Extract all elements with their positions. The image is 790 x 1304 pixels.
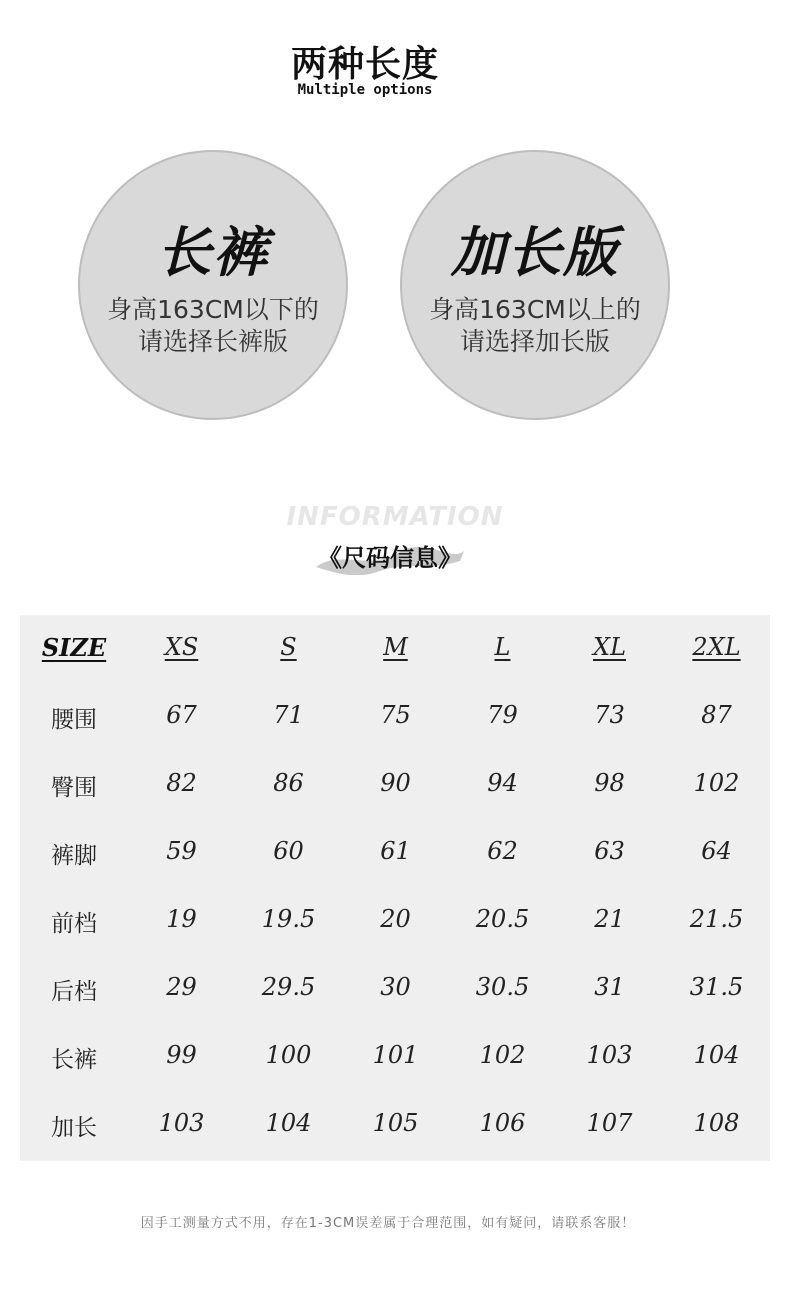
table-cell: 19	[166, 905, 197, 933]
size-column-header: M	[383, 633, 408, 661]
table-cell: 30.5	[475, 973, 530, 1001]
table-cell: 82	[166, 769, 197, 797]
table-cell: 29.5	[261, 973, 316, 1001]
option-choice-text: 请选择加长版	[459, 327, 610, 356]
option-choice-text: 请选择长裤版	[137, 327, 288, 356]
option-extended	[400, 150, 670, 420]
table-cell: 64	[701, 837, 732, 865]
table-cell: 108	[693, 1109, 740, 1137]
table-cell: 99	[166, 1041, 197, 1069]
table-cell: 94	[487, 769, 518, 797]
table-row	[20, 1109, 770, 1142]
table-cell: 100	[265, 1041, 312, 1069]
table-cell: 103	[158, 1109, 205, 1137]
size-column-header: 2XL	[692, 633, 741, 661]
row-label: 加长	[51, 1115, 97, 1141]
table-cell: 75	[380, 701, 411, 729]
table-cell: 103	[586, 1041, 633, 1069]
table-cell: 87	[701, 701, 732, 729]
table-cell: 86	[273, 769, 304, 797]
table-cell: 31	[594, 973, 625, 1001]
row-label: 长裤	[51, 1047, 97, 1073]
option-title: 长裤	[157, 221, 269, 284]
page-subtitle: Multiple options	[297, 82, 433, 98]
table-cell: 63	[594, 837, 625, 865]
table-cell: 20.5	[475, 905, 530, 933]
size-column-header: XL	[592, 633, 627, 661]
table-cell: 102	[693, 769, 740, 797]
option-height-text: 身高163CM以上的	[429, 295, 641, 324]
section-title: 《尺码信息》	[318, 544, 462, 572]
table-row	[20, 769, 770, 802]
size-table	[20, 615, 770, 1161]
table-cell: 105	[372, 1109, 419, 1137]
option-title: 加长版	[451, 221, 619, 284]
table-cell: 30	[380, 973, 411, 1001]
table-row	[20, 1041, 770, 1074]
table-cell: 67	[166, 701, 197, 729]
table-cell: 21.5	[689, 905, 744, 933]
table-cell: 98	[594, 769, 625, 797]
option-height-text: 身高163CM以下的	[107, 295, 319, 324]
table-cell: 107	[586, 1109, 633, 1137]
table-row	[20, 837, 770, 870]
table-row	[20, 973, 770, 1006]
size-column-header: XS	[164, 633, 199, 661]
table-cell: 20	[380, 905, 411, 933]
row-label: 前档	[51, 911, 97, 937]
table-cell: 101	[372, 1041, 419, 1069]
size-table-header	[20, 633, 770, 662]
table-cell: 90	[380, 769, 411, 797]
table-row	[20, 905, 770, 938]
table-row	[20, 701, 770, 734]
table-cell: 59	[166, 837, 197, 865]
page-title: 两种长度	[290, 44, 439, 85]
row-label: 后档	[51, 979, 97, 1005]
table-cell: 104	[265, 1109, 312, 1137]
table-cell: 71	[273, 701, 304, 729]
table-cell: 62	[487, 837, 518, 865]
row-label: 裤脚	[51, 843, 97, 869]
table-cell: 21	[594, 905, 625, 933]
row-label: 腰围	[51, 707, 97, 733]
table-cell: 106	[479, 1109, 526, 1137]
row-label: 臀围	[51, 775, 97, 801]
option-long-pants	[78, 150, 348, 420]
table-cell: 60	[273, 837, 304, 865]
table-cell: 102	[479, 1041, 526, 1069]
table-cell: 31.5	[689, 973, 744, 1001]
table-cell: 29	[166, 973, 197, 1001]
size-column-header: S	[280, 633, 297, 661]
table-cell: 73	[594, 701, 625, 729]
table-cell: 19.5	[261, 905, 316, 933]
measurement-note: 因手工测量方式不用，存在1-3CM误差属于合理范围，如有疑问，请联系客服！	[140, 1216, 636, 1231]
size-column-header: L	[494, 633, 511, 661]
size-header-label: SIZE	[41, 633, 107, 662]
table-cell: 61	[380, 837, 411, 865]
table-cell: 104	[693, 1041, 740, 1069]
table-cell: 79	[487, 701, 518, 729]
info-watermark: INFORMATION	[286, 502, 504, 532]
